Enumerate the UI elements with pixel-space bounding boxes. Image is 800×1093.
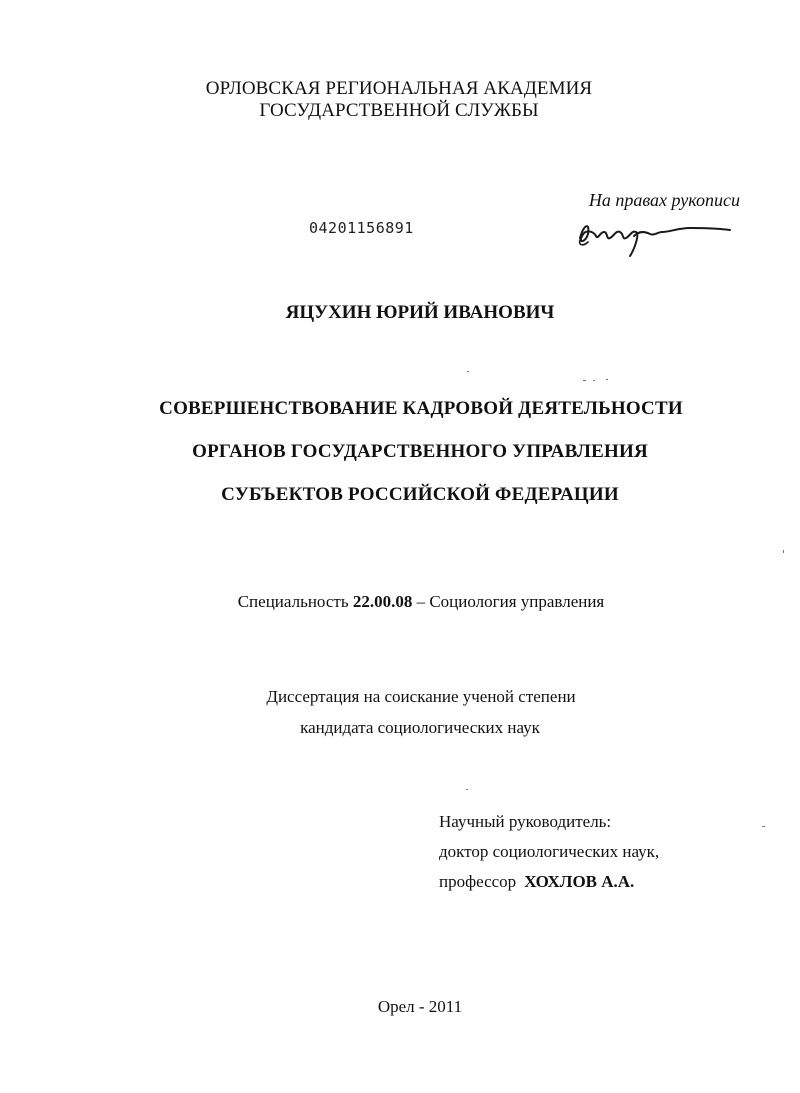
author-name: ЯЦУХИН ЮРИЙ ИВАНОВИЧ xyxy=(285,302,555,323)
scan-speck xyxy=(783,550,784,553)
institution-name-line1: ОРЛОВСКАЯ РЕГИОНАЛЬНАЯ АКАДЕМИЯ xyxy=(205,78,593,99)
registration-number: 04201156891 xyxy=(309,219,414,237)
supervisor-label: Научный руководитель: xyxy=(439,812,612,831)
institution-name-line2: ГОСУДАРСТВЕННОЙ СЛУЖБЫ xyxy=(259,100,539,121)
specialty-code: 22.00.08 xyxy=(352,592,413,611)
scan-speck xyxy=(762,826,765,827)
scan-speck xyxy=(467,371,469,372)
dissertation-title-line3: СУБЪЕКТОВ РОССИЙСКОЙ ФЕДЕРАЦИИ xyxy=(221,484,619,505)
dissertation-title-line2: ОРГАНОВ ГОСУДАРСТВЕННОГО УПРАВЛЕНИЯ xyxy=(192,441,648,462)
supervisor-degree: доктор социологических наук, xyxy=(439,842,660,861)
scan-speck xyxy=(593,380,595,381)
handwritten-signature xyxy=(574,210,744,260)
degree-statement-line2: кандидата социологических наук xyxy=(300,718,540,737)
specialty-line xyxy=(21,592,800,612)
scan-speck xyxy=(583,380,586,381)
scan-speck xyxy=(606,379,608,380)
scan-speck xyxy=(466,789,468,790)
specialty-suffix: – Социология управления xyxy=(416,592,605,611)
supervisor-name: ХОХЛОВ А.А. xyxy=(524,872,635,891)
dissertation-title-line1: СОВЕРШЕНСТВОВАНИЕ КАДРОВОЙ ДЕЯТЕЛЬНОСТИ xyxy=(159,398,683,419)
manuscript-note: На правах рукописи xyxy=(588,190,740,210)
supervisor-rank-line xyxy=(439,872,634,892)
specialty-prefix: Специальность xyxy=(237,592,349,611)
supervisor-rank: профессор xyxy=(439,872,517,891)
city-year: Орел - 2011 xyxy=(377,997,463,1016)
degree-statement-line1: Диссертация на соискание ученой степени xyxy=(266,687,576,706)
